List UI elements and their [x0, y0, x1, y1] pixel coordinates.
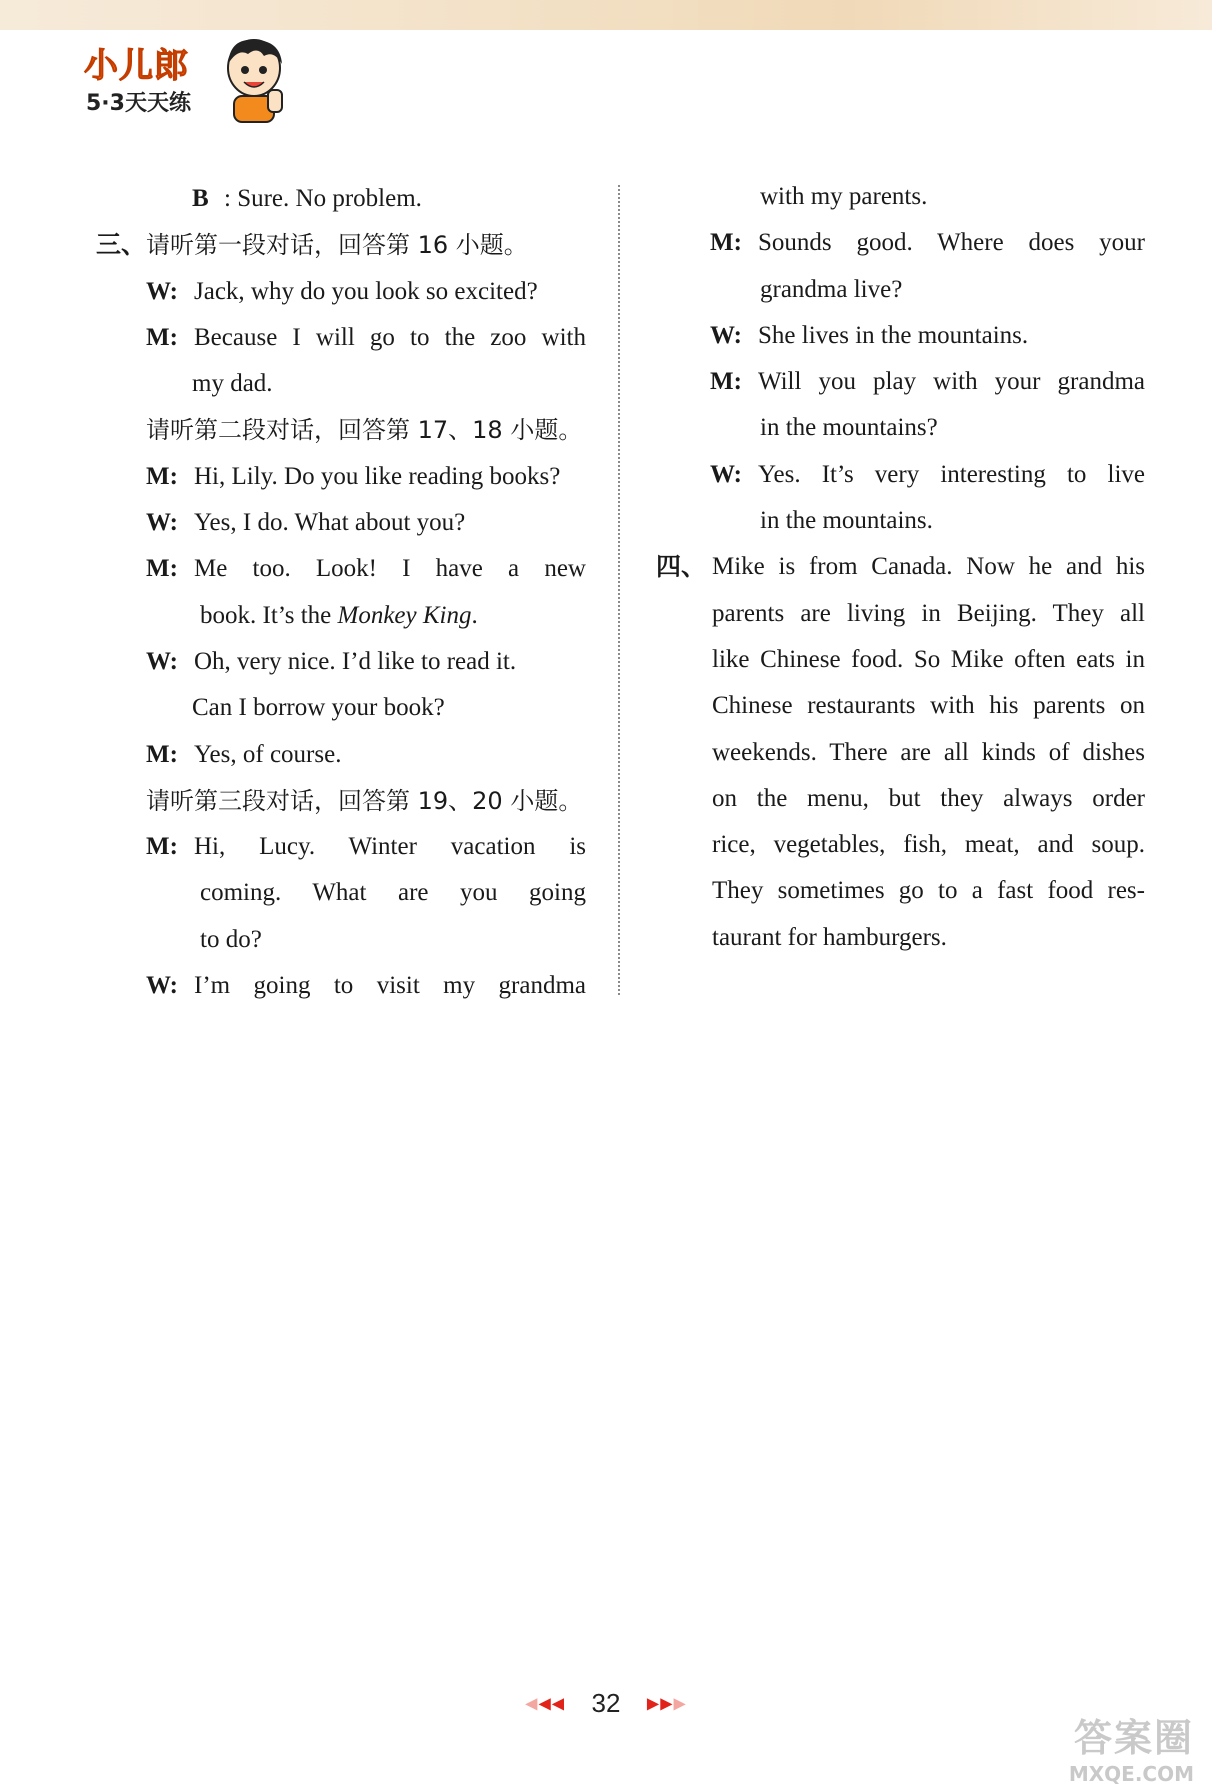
dialogue-text: She lives in the mountains.: [758, 321, 1029, 349]
dialogue-continuation: book. It’s the Monkey King.: [200, 601, 478, 629]
section-4-passage: [656, 544, 1145, 961]
dialogue-line: [96, 500, 586, 546]
section-instruction: 请听第三段对话，回答第 19、20 小题。: [146, 786, 583, 815]
left-column: [96, 176, 586, 1009]
brand-title: 小儿郎: [84, 46, 189, 86]
watermark: [1069, 1707, 1194, 1786]
speaker-label: B: [192, 185, 209, 212]
speaker-label: W:: [146, 277, 178, 305]
dialogue-continuation: grandma live?: [760, 275, 903, 303]
speaker-label: M:: [146, 833, 178, 861]
passage-line: They sometimes go to a fast food res-: [712, 877, 1145, 905]
dialogue-text: I’m going to visit my grandma: [194, 972, 586, 1000]
dialogue-text: Yes, I do. What about you?: [194, 509, 466, 537]
passage-line: taurant for hamburgers.: [712, 923, 947, 951]
dialogue-text: Hi, Lily. Do you like reading books?: [194, 462, 561, 490]
passage-line: like Chinese food. So Mike often eats in: [712, 645, 1145, 673]
dialogue-text: Because I will go to the zoo with: [194, 323, 586, 351]
dialogue-text: Sure. No problem.: [237, 185, 422, 212]
dialogue-line: [660, 220, 1145, 266]
arrow-left-icon: ◀◀◀: [525, 1695, 566, 1713]
book-title: Monkey King: [337, 601, 472, 629]
speaker-label: M:: [710, 229, 742, 257]
dialogue-line: [96, 824, 586, 870]
passage-line: parents are living in Beijing. They all: [712, 599, 1145, 627]
speaker-label: M:: [710, 368, 742, 396]
dialogue-line: [96, 963, 586, 1009]
top-color-band: [0, 0, 1212, 30]
brand-logo: [84, 34, 284, 130]
speaker-label: M:: [146, 740, 178, 768]
dialogue-text: Yes. It’s very interesting to live: [758, 460, 1145, 488]
dialogue-continuation: in the mountains.: [760, 507, 933, 535]
dialogue-line: [660, 452, 1145, 498]
dialogue-continuation: in the mountains?: [760, 414, 938, 442]
dialogue-text: Yes, of course.: [194, 740, 342, 768]
speaker-label: M:: [146, 462, 178, 490]
dialogue-text: Sounds good. Where does your: [758, 229, 1145, 257]
dialogue-text: Jack, why do you look so excited?: [194, 277, 538, 305]
dialogue-text: Me too. Look! I have a new: [194, 555, 586, 583]
speaker-label: W:: [146, 647, 178, 675]
section-3-heading: [96, 222, 586, 268]
dialogue-line: [96, 732, 586, 778]
watermark-title: 答案圈: [1073, 1716, 1194, 1760]
section-number: 三、: [96, 230, 147, 260]
section-instruction: 请听第一段对话，回答第 16 小题。: [146, 231, 528, 260]
right-column: [656, 174, 1145, 961]
mascot-boy-icon: [218, 34, 290, 130]
dialogue-continuation: to do?: [200, 925, 262, 953]
section-number: 四、: [656, 552, 707, 582]
speaker-label: W:: [710, 460, 742, 488]
page-number: 32: [591, 1688, 621, 1718]
passage-line: weekends. There are all kinds of dishes: [712, 738, 1145, 766]
passage-line: Chinese restaurants with his parents on: [712, 692, 1145, 720]
speaker-label: M:: [146, 555, 178, 583]
passage-line: Mike is from Canada. Now he and his: [712, 553, 1145, 581]
arrow-right-icon: ▶▶▶: [646, 1695, 687, 1713]
page-footer: [0, 1688, 1212, 1728]
dialogue-line: [96, 639, 586, 685]
dialogue-line: [96, 454, 586, 500]
speaker-label: W:: [146, 972, 178, 1000]
speaker-label: W:: [146, 509, 178, 537]
dialogue-line: [96, 546, 586, 592]
passage-line: on the menu, but they always order: [712, 784, 1145, 812]
dialogue-text: Will you play with your grandma: [758, 368, 1145, 396]
brand-subtitle: 5·3天天练: [86, 91, 191, 116]
speaker-label: M:: [146, 323, 178, 351]
dialogue-continuation: Can I borrow your book?: [192, 694, 445, 722]
dialogue-continuation: my dad.: [192, 370, 273, 398]
dialogue-line: [660, 359, 1145, 405]
watermark-url: MXQE.COM: [1068, 1762, 1194, 1786]
dialogue-line: [660, 313, 1145, 359]
dialogue-line: B : Sure. No problem.: [96, 176, 586, 222]
column-divider: [618, 185, 620, 995]
dialogue-line: [96, 315, 586, 361]
passage-line: rice, vegetables, fish, meat, and soup.: [712, 831, 1145, 859]
speaker-label: W:: [710, 321, 742, 349]
dialogue-continuation: coming. What are you going: [200, 879, 586, 907]
dialogue-line: [96, 269, 586, 315]
dialogue-text: Oh, very nice. I’d like to read it.: [194, 647, 517, 675]
section-instruction: 请听第二段对话，回答第 17、18 小题。: [146, 416, 583, 445]
dialogue-text: Hi, Lucy. Winter vacation is: [194, 833, 586, 861]
dialogue-continuation: with my parents.: [760, 183, 928, 210]
